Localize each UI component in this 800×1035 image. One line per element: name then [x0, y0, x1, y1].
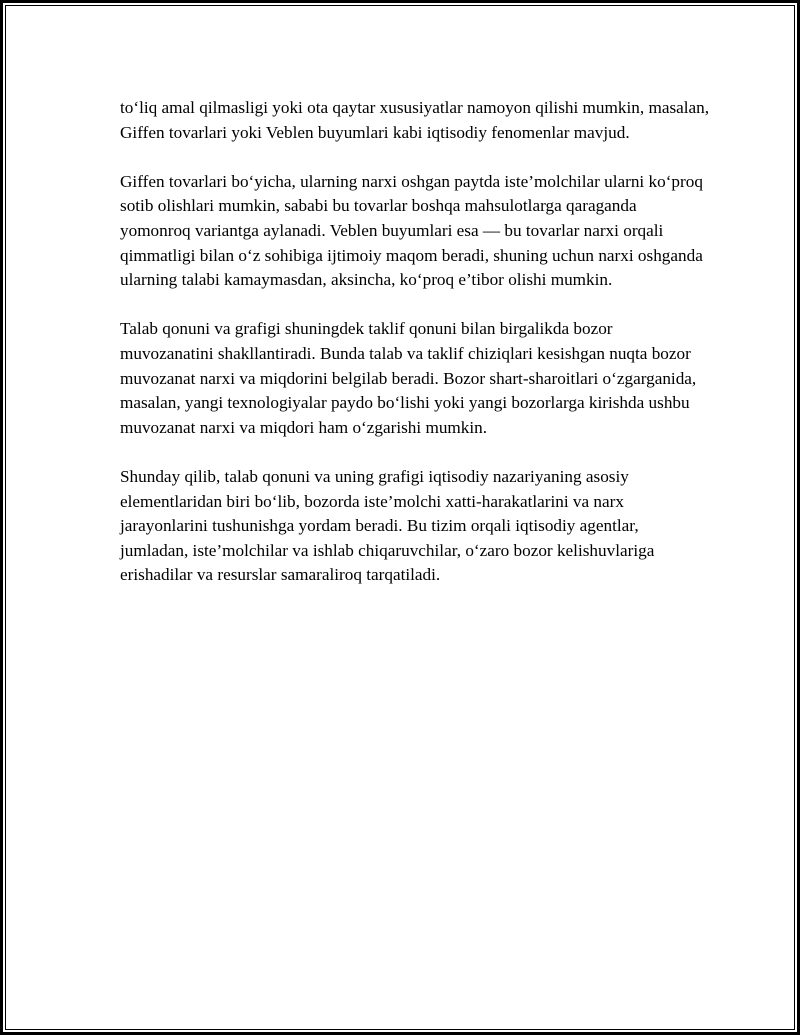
paragraph-1: to‘liq amal qilmasligi yoki ota qaytar xususiyatlar namoyon qilishi mumkin, masalan, Giffen tovarlari yoki Veblen buyumlari kabi iqtisodiy fenomenlar mavjud.: [120, 98, 710, 142]
paragraph-2: Giffen tovarlari bo‘yicha, ularning narxi oshgan paytda iste’molchilar ularni ko‘proq sotib olishlari mumkin, sababi bu tovarlar boshqa mahsulotlarga qaraganda yomonroq variantga aylanadi. Veblen buyumlari esa — bu tovarlar narxi orqali qimmatligi bilan o‘z sohibiga ijtimoiy maqom beradi, shuning uchun narxi oshganda ularning talabi kamaymasdan, aksincha, ko‘proq e’tibor olishi mumkin.: [120, 171, 703, 290]
paragraph-3: Talab qonuni va grafigi shuningdek taklif qonuni bilan birgalikda bozor muvozanatini shakllantiradi. Bunda talab va taklif chiziqlari kesishgan nuqta bozor muvozanat narxi va miqdorini belgilab beradi. Bozor shart-sharoitlari o‘zgarganida, masalan, yangi texnologiyalar paydo bo‘lishi yoki yangi bozorlarga kirishda ushbu muvozanat narxi va miqdori ham o‘zgarishi mumkin.: [120, 319, 697, 437]
paragraph-4: Shunday qilib, talab qonuni va uning grafigi iqtisodiy nazariyaning asosiy elementlaridan biri bo‘lib, bozorda iste’molchi xatti-harakatlarini va narx jarayonlarini tushunishga yordam beradi. Bu tizim orqali iqtisodiy agentlar, jumladan, iste’molchilar va ishlab chiqaruvchilar, o‘zaro bozor kelishuvlariga erishadilar va resurslar samaraliroq tarqatiladi.: [120, 466, 655, 585]
document-body: [120, 96, 710, 612]
